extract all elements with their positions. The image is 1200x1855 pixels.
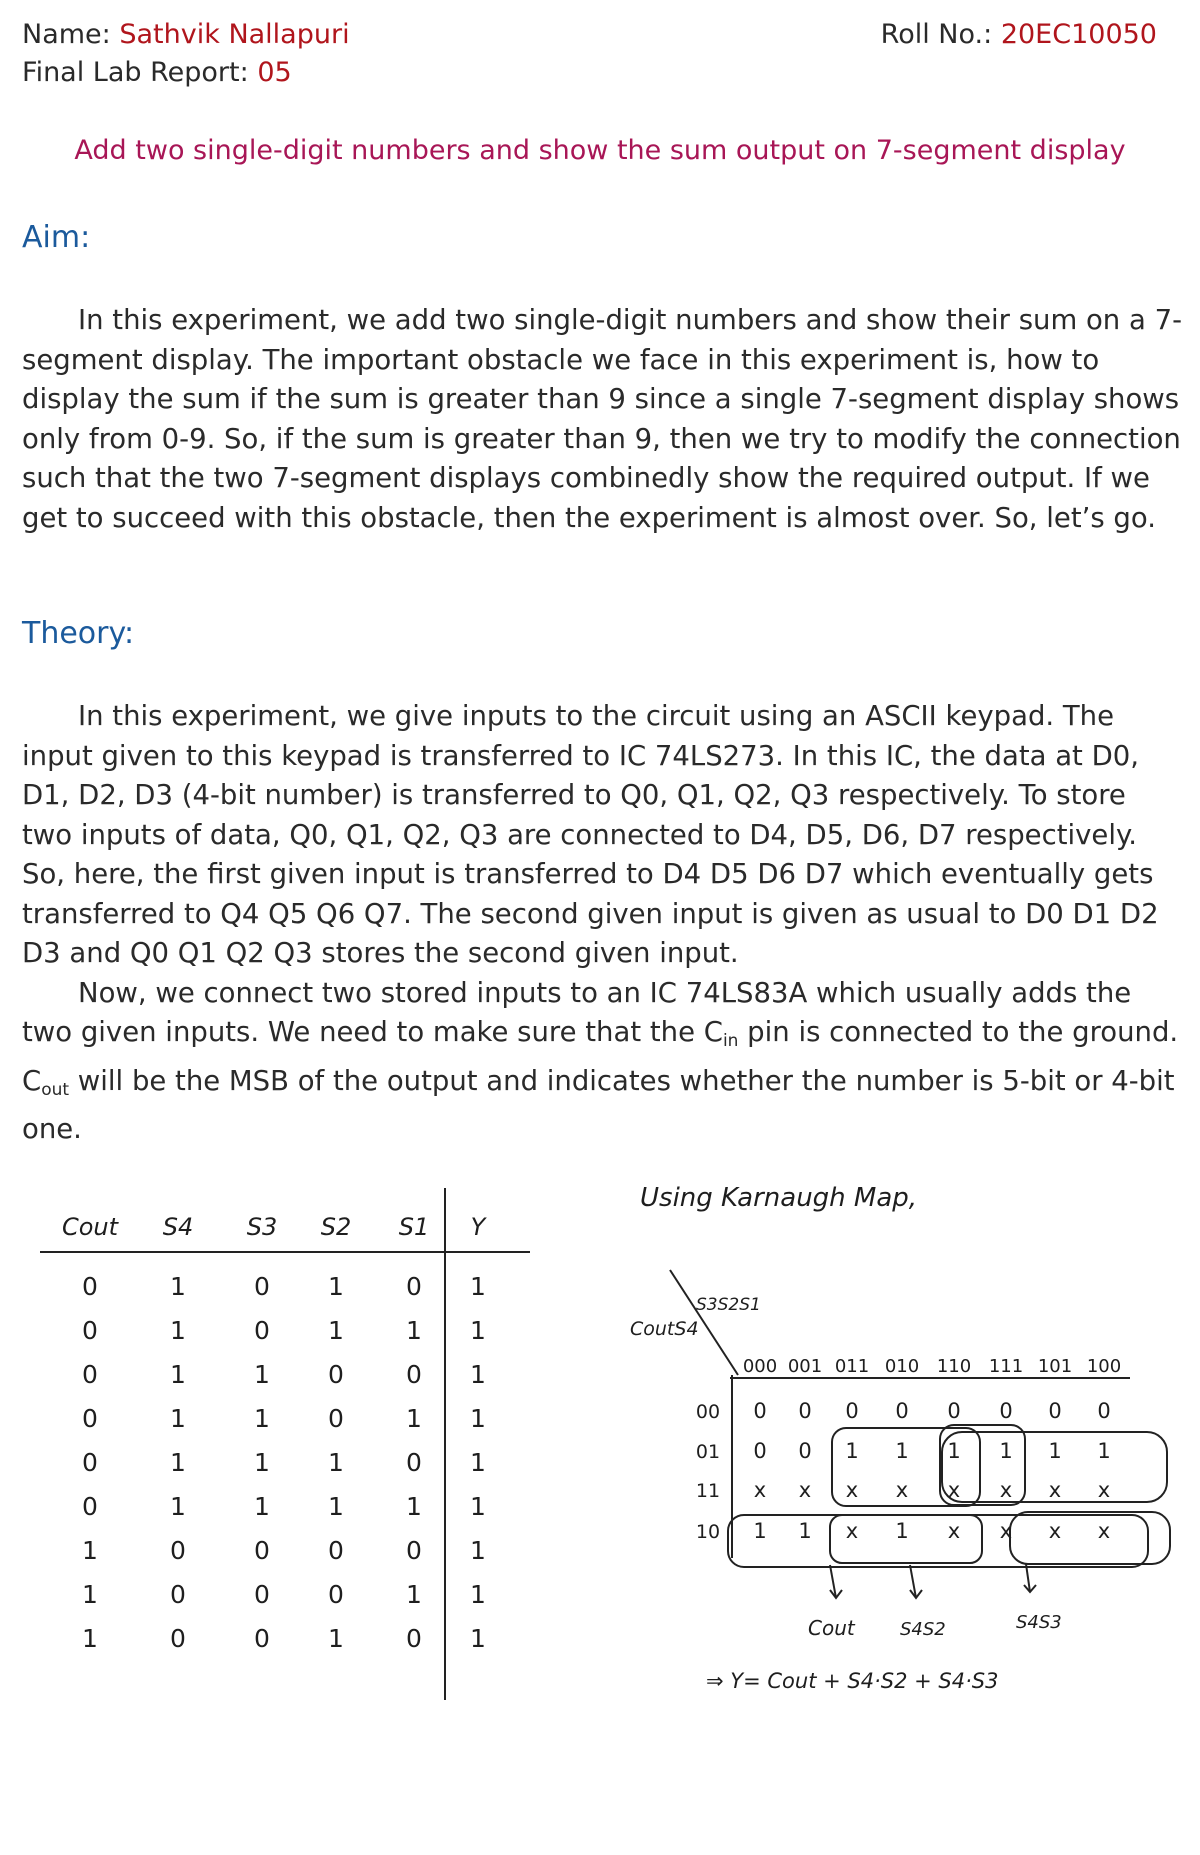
table-cell: 1 (470, 1580, 486, 1609)
theory-text-1: In this experiment, we give inputs to the circuit using an ASCII keypad. The input given to this keypad is transferred to IC 74LS273. In this IC, the data at D0, D1, D2, D3 (4-bit number) is transferred to Q0, Q1, Q2, Q3 respectively. To store two inputs of data, Q0, Q1, Q2, Q3 are connected to D4, D5, D6, D7 respectively. So, here, the first given input is transferred to D4 D5 D6 D7 which eventually gets transferred to Q4 Q5 Q6 Q7. The second given input is given as usual to D0 D1 D2 D3 and Q0 Q1 Q2 Q3 stores the second given input. (22, 700, 1159, 969)
kmap-col-header: 000 (742, 1356, 778, 1377)
table-cell: 1 (328, 1272, 344, 1301)
table-cell: 1 (470, 1316, 486, 1345)
kmap-col-header: 001 (787, 1356, 823, 1377)
table-cell: 1 (82, 1536, 98, 1565)
table-cell: 1 (406, 1492, 422, 1521)
table-cell: 1 (170, 1316, 186, 1345)
kmap-cell: x (798, 1478, 812, 1502)
kmap-cell: x (999, 1519, 1013, 1543)
table-cell: 1 (170, 1492, 186, 1521)
kmap-cell: 1 (1097, 1439, 1111, 1463)
table-cell: 0 (82, 1272, 98, 1301)
table-cell: 1 (328, 1316, 344, 1345)
kmap-figure (610, 1160, 1200, 1700)
group-label-s4s3: S4S3 (1016, 1612, 1062, 1633)
name-value: Sathvik Nallapuri (119, 19, 350, 50)
theory-paragraph (22, 697, 1182, 1150)
report-value: 05 (257, 57, 292, 88)
table-cell: 0 (328, 1404, 344, 1433)
kmap-cell: 0 (753, 1399, 767, 1423)
kmap-cell: 0 (798, 1399, 812, 1423)
theory-text-2: Now, we connect two stored inputs to an IC 74LS83A which usually adds the two given inputs. We need to make sure that the $C_{in}$ pin is connected to the ground. $C_{out}$ will be the MSB of the output and indicates whether the number is 5-bit or 4-bit one. (22, 976, 1179, 1145)
truth-table-figure (0, 1160, 560, 1720)
table-cell: 1 (406, 1580, 422, 1609)
kmap-cell: 1 (895, 1439, 909, 1463)
kmap-row-header: 01 (695, 1441, 721, 1463)
kmap-col-header: 111 (988, 1356, 1024, 1377)
table-cell: 1 (170, 1360, 186, 1389)
kmap-cell: 1 (845, 1439, 859, 1463)
kmap-cell: x (1097, 1478, 1111, 1502)
group-cout (728, 1515, 1148, 1567)
aim-text: In this experiment, we add two single-digit numbers and show their sum on a 7-segment display. The important obstacle we face in this experiment is, how to display the sum if the sum is greater than 9 since a single 7-segment display shows only from 0-9. So, if the sum is greater than 9, then we try to modify the connection such that the two 7-segment displays combinedly show the required output. If we get to succeed with this obstacle, then the experiment is almost over. So, let’s go. (22, 304, 1182, 534)
kmap-cell: 0 (947, 1399, 961, 1423)
table-cell: 1 (470, 1536, 486, 1565)
table-header-cell: S4 (162, 1213, 194, 1241)
report-title: Add two single-digit numbers and show the sum output on 7-segment display (74, 135, 1126, 166)
table-cell: 1 (470, 1404, 486, 1433)
table-cell: 0 (406, 1624, 422, 1653)
report-label: Final Lab Report: (22, 57, 249, 88)
table-cell: 1 (254, 1360, 270, 1389)
roll-value: 20EC10050 (1000, 19, 1157, 50)
kmap-cell: x (1048, 1478, 1062, 1502)
table-cell: 1 (328, 1492, 344, 1521)
table-cell: 0 (170, 1536, 186, 1565)
table-cell: 1 (254, 1404, 270, 1433)
table-cell: 0 (406, 1360, 422, 1389)
kmap-cell: 1 (947, 1439, 961, 1463)
table-cell: 0 (328, 1536, 344, 1565)
table-cell: 1 (470, 1624, 486, 1653)
kmap-col-header: 011 (834, 1356, 870, 1377)
kmap-row-var: CoutS4 (630, 1318, 699, 1340)
table-header-cell: Y (470, 1213, 486, 1241)
kmap-cell: x (753, 1478, 767, 1502)
table-cell: 1 (470, 1448, 486, 1477)
kmap-cell: 0 (798, 1439, 812, 1463)
table-cell: 1 (82, 1580, 98, 1609)
table-cell: 0 (328, 1580, 344, 1609)
table-cell: 0 (254, 1272, 270, 1301)
table-cell: 1 (170, 1448, 186, 1477)
kmap-cell: 1 (1048, 1439, 1062, 1463)
table-cell: 0 (254, 1536, 270, 1565)
table-cell: 0 (254, 1580, 270, 1609)
table-cell: 0 (254, 1624, 270, 1653)
table-cell: 0 (82, 1404, 98, 1433)
roll-label: Roll No.: (880, 19, 993, 50)
kmap-cell: 0 (1048, 1399, 1062, 1423)
table-cell: 1 (470, 1360, 486, 1389)
table-cell: 1 (406, 1404, 422, 1433)
kmap-cell: x (845, 1478, 859, 1502)
table-cell: 0 (328, 1360, 344, 1389)
kmap-col-header: 110 (936, 1356, 972, 1377)
kmap-row-header: 10 (695, 1521, 721, 1543)
table-cell: 1 (170, 1404, 186, 1433)
kmap-cell: 1 (753, 1519, 767, 1543)
table-cell: 0 (170, 1580, 186, 1609)
kmap-col-headers (743, 1356, 1121, 1377)
table-header-cell: S2 (320, 1213, 352, 1241)
kmap-cell: 1 (895, 1519, 909, 1543)
kmap-row-headers (696, 1401, 720, 1543)
table-cell: 1 (254, 1448, 270, 1477)
kmap-cell: 0 (895, 1399, 909, 1423)
theory-heading: Theory: (22, 616, 135, 651)
table-cell: 0 (406, 1448, 422, 1477)
kmap-caption: Using Karnaugh Map, (640, 1183, 918, 1213)
kmap-cell: x (1097, 1519, 1111, 1543)
kmap-equation: ⇒ Y= Cout + S4·S2 + S4·S3 (706, 1669, 999, 1693)
kmap-cell: 1 (798, 1519, 812, 1543)
kmap-row-header: 00 (695, 1401, 721, 1423)
kmap-cell: 0 (845, 1399, 859, 1423)
table-cell: 1 (328, 1448, 344, 1477)
kmap-cell: x (999, 1478, 1013, 1502)
table-header-cell: S3 (246, 1213, 278, 1241)
kmap-cell: 0 (1097, 1399, 1111, 1423)
table-cell: 0 (82, 1448, 98, 1477)
aim-heading: Aim: (22, 220, 91, 255)
kmap-cell: x (1048, 1519, 1062, 1543)
group-s4s3-lower (1010, 1512, 1170, 1564)
table-header-cell: Cout (61, 1213, 119, 1241)
table-cell: 0 (82, 1316, 98, 1345)
table-cell: 1 (470, 1272, 486, 1301)
roll-line (881, 16, 1157, 54)
aim-paragraph (22, 301, 1182, 538)
table-cell: 0 (170, 1624, 186, 1653)
table-cell: 1 (406, 1316, 422, 1345)
kmap-row-header: 11 (695, 1480, 721, 1502)
table-cell: 1 (328, 1624, 344, 1653)
table-body (82, 1272, 486, 1653)
name-label: Name: (22, 19, 111, 50)
group-label-s4s2: S4S2 (900, 1619, 946, 1640)
table-headers (62, 1213, 488, 1241)
kmap-cell: x (947, 1519, 961, 1543)
table-cell: 1 (470, 1492, 486, 1521)
table-cell: 0 (254, 1316, 270, 1345)
table-cell: 0 (406, 1272, 422, 1301)
kmap-cell: x (947, 1478, 961, 1502)
table-cell: 1 (82, 1624, 98, 1653)
kmap-cell: 0 (753, 1439, 767, 1463)
kmap-col-header: 010 (884, 1356, 920, 1377)
table-cell: 0 (82, 1360, 98, 1389)
kmap-cell: 1 (999, 1439, 1013, 1463)
kmap-col-var: S3S2S1 (696, 1295, 761, 1315)
table-cell: 0 (82, 1492, 98, 1521)
kmap-col-header: 101 (1037, 1356, 1073, 1377)
table-cell: 0 (406, 1536, 422, 1565)
kmap-col-header: 100 (1086, 1356, 1122, 1377)
table-header-cell: S1 (398, 1213, 430, 1241)
group-label-cout: Cout (808, 1616, 855, 1640)
table-cell: 1 (170, 1272, 186, 1301)
name-line (22, 16, 350, 54)
table-cell: 1 (254, 1492, 270, 1521)
report-line (22, 54, 292, 92)
kmap-cell: 0 (999, 1399, 1013, 1423)
kmap-cell: x (845, 1519, 859, 1543)
kmap-cell: x (895, 1478, 909, 1502)
kmap-cells (753, 1399, 1110, 1543)
